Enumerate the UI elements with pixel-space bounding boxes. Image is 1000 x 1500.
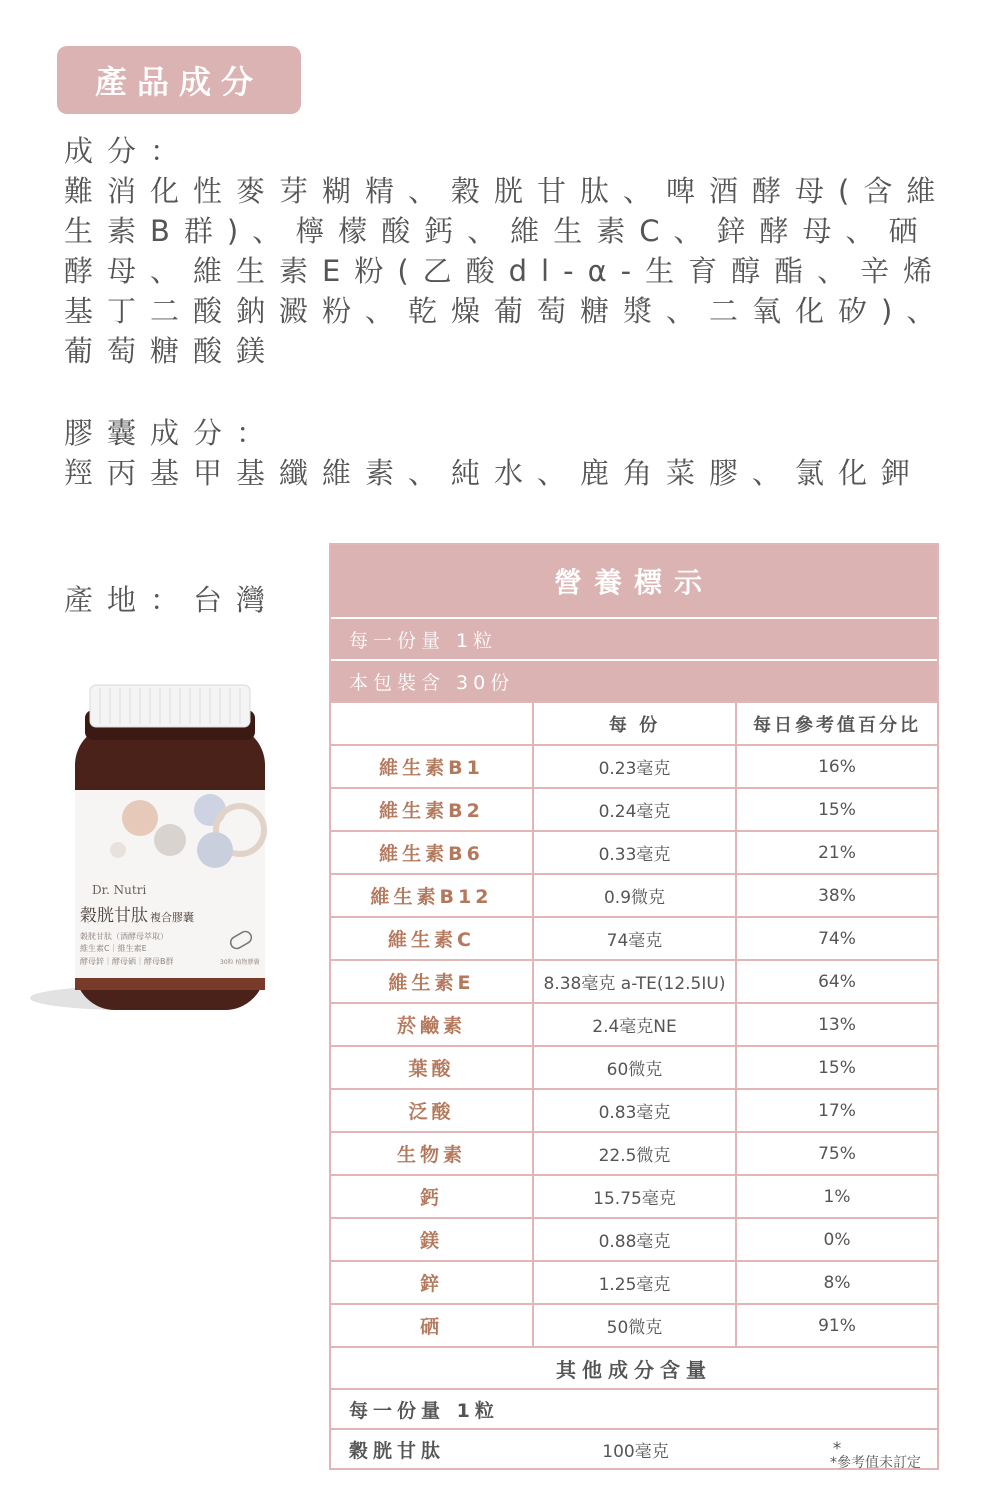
daily-value-percent: 15% xyxy=(818,799,856,820)
nutrition-title: 營養標示 xyxy=(331,545,937,617)
table-row xyxy=(331,830,937,873)
per-serving-value: 0.33毫克 xyxy=(534,832,737,873)
per-serving-value: 15.75毫克 xyxy=(534,1176,737,1217)
table-header-row xyxy=(331,701,937,744)
daily-value-percent: 75% xyxy=(818,1143,856,1164)
table-row xyxy=(331,1045,937,1088)
nutrient-name: 生物素 xyxy=(331,1133,534,1174)
daily-value-percent: 15% xyxy=(818,1057,856,1078)
nutrient-name: 鋅 xyxy=(331,1262,534,1303)
nutrition-table xyxy=(329,543,939,1470)
daily-value-percent: 17% xyxy=(818,1100,856,1121)
header-empty-cell xyxy=(331,703,534,744)
table-row xyxy=(331,916,937,959)
nutrient-name: 維生素E xyxy=(331,961,534,1002)
svg-text:酵母鋅｜酵母硒｜酵母B群: 酵母鋅｜酵母硒｜酵母B群 xyxy=(80,957,174,966)
origin-text: 產地：台灣 xyxy=(64,583,280,617)
svg-text:30粒 植物膠囊: 30粒 植物膠囊 xyxy=(220,959,260,966)
table-row xyxy=(331,959,937,1002)
per-serving-value: 0.23毫克 xyxy=(534,746,737,787)
svg-text:穀胱甘肽（酒酵母萃取）: 穀胱甘肽（酒酵母萃取） xyxy=(80,932,168,941)
nutrient-name: 泛酸 xyxy=(331,1090,534,1131)
servings-per-package: 本包裝含 30份 xyxy=(331,659,937,701)
nutrient-name: 葉酸 xyxy=(331,1047,534,1088)
ingredients-block xyxy=(64,131,954,371)
daily-value-percent: 38% xyxy=(818,885,856,906)
ingredients-label: 成分： xyxy=(64,134,194,168)
capsule-label: 膠囊成分： xyxy=(64,416,280,450)
per-serving-value: 74毫克 xyxy=(534,918,737,959)
ingredients-text: 難消化性麥芽糊精、穀胱甘肽、啤酒酵母(含維生素B群)、檸檬酸鈣、維生素C、鋅酵母、硒酵母、維生素E粉(乙酸dl-α-生育醇酯、辛烯基丁二酸鈉澱粉、乾燥葡萄糖漿、二氧化矽)、葡萄糖酸鎂 xyxy=(64,174,950,368)
per-serving-value: 0.9微克 xyxy=(534,875,737,916)
table-row xyxy=(331,1303,937,1346)
daily-value-percent: 8% xyxy=(823,1272,851,1293)
section-badge: 產品成分 xyxy=(57,46,301,114)
table-row xyxy=(331,1174,937,1217)
svg-text:穀胱甘肽: 穀胱甘肽 xyxy=(80,906,148,926)
nutrient-name: 菸鹼素 xyxy=(331,1004,534,1045)
serving-size: 每一份量 1粒 xyxy=(331,617,937,659)
table-row xyxy=(331,1088,937,1131)
product-bottle-image xyxy=(30,680,275,1020)
per-serving-value: 0.88毫克 xyxy=(534,1219,737,1260)
nutrient-name: 維生素B6 xyxy=(331,832,534,873)
nutrient-name: 鈣 xyxy=(331,1176,534,1217)
nutrient-name: 維生素B2 xyxy=(331,789,534,830)
daily-value-percent: 74% xyxy=(818,928,856,949)
daily-value-percent: 91% xyxy=(818,1315,856,1336)
other-ingredients-title: 其他成分含量 xyxy=(331,1346,937,1388)
table-row xyxy=(331,1260,937,1303)
nutrient-name: 鎂 xyxy=(331,1219,534,1260)
daily-value-percent: 64% xyxy=(818,971,856,992)
nutrient-name: 硒 xyxy=(331,1305,534,1346)
capsule-text: 羥丙基甲基纖維素、純水、鹿角菜膠、氯化鉀 xyxy=(64,456,925,490)
table-row xyxy=(331,1217,937,1260)
per-serving-value: 0.83毫克 xyxy=(534,1090,737,1131)
nutrient-name: 維生素B1 xyxy=(331,746,534,787)
per-serving-value: 22.5微克 xyxy=(534,1133,737,1174)
daily-value-percent: 1% xyxy=(823,1186,851,1207)
header-daily-value: 每日參考值百分比 xyxy=(753,714,921,736)
daily-value-percent: 21% xyxy=(818,842,856,863)
table-row xyxy=(331,1131,937,1174)
per-serving-value: 50微克 xyxy=(534,1305,737,1346)
svg-text:Dr. Nutri: Dr. Nutri xyxy=(92,883,147,897)
table-row xyxy=(331,787,937,830)
daily-value-percent: 0% xyxy=(823,1229,851,1250)
other-per-serving: 100毫克 xyxy=(602,1441,669,1462)
other-daily-value: * xyxy=(832,1439,842,1459)
table-row xyxy=(331,1002,937,1045)
other-serving-size: 每一份量 1粒 xyxy=(331,1388,937,1428)
per-serving-value: 1.25毫克 xyxy=(534,1262,737,1303)
per-serving-value: 8.38毫克 a-TE(12.5IU) xyxy=(534,961,737,1002)
nutrient-name: 維生素B12 xyxy=(331,875,534,916)
per-serving-value: 0.24毫克 xyxy=(534,789,737,830)
nutrient-name: 維生素C xyxy=(331,918,534,959)
per-serving-value: 60微克 xyxy=(534,1047,737,1088)
svg-text:維生素C｜維生素E: 維生素C｜維生素E xyxy=(80,944,147,953)
footnote: *參考值未訂定 xyxy=(830,1455,921,1471)
capsule-block xyxy=(64,413,954,493)
table-row xyxy=(331,873,937,916)
svg-text:複合膠囊: 複合膠囊 xyxy=(150,911,194,924)
daily-value-percent: 16% xyxy=(818,756,856,777)
header-per-serving: 每 份 xyxy=(534,703,737,744)
table-row xyxy=(331,744,937,787)
per-serving-value: 2.4毫克NE xyxy=(534,1004,737,1045)
other-ingredient-name: 穀胱甘肽 xyxy=(349,1439,446,1462)
daily-value-percent: 13% xyxy=(818,1014,856,1035)
